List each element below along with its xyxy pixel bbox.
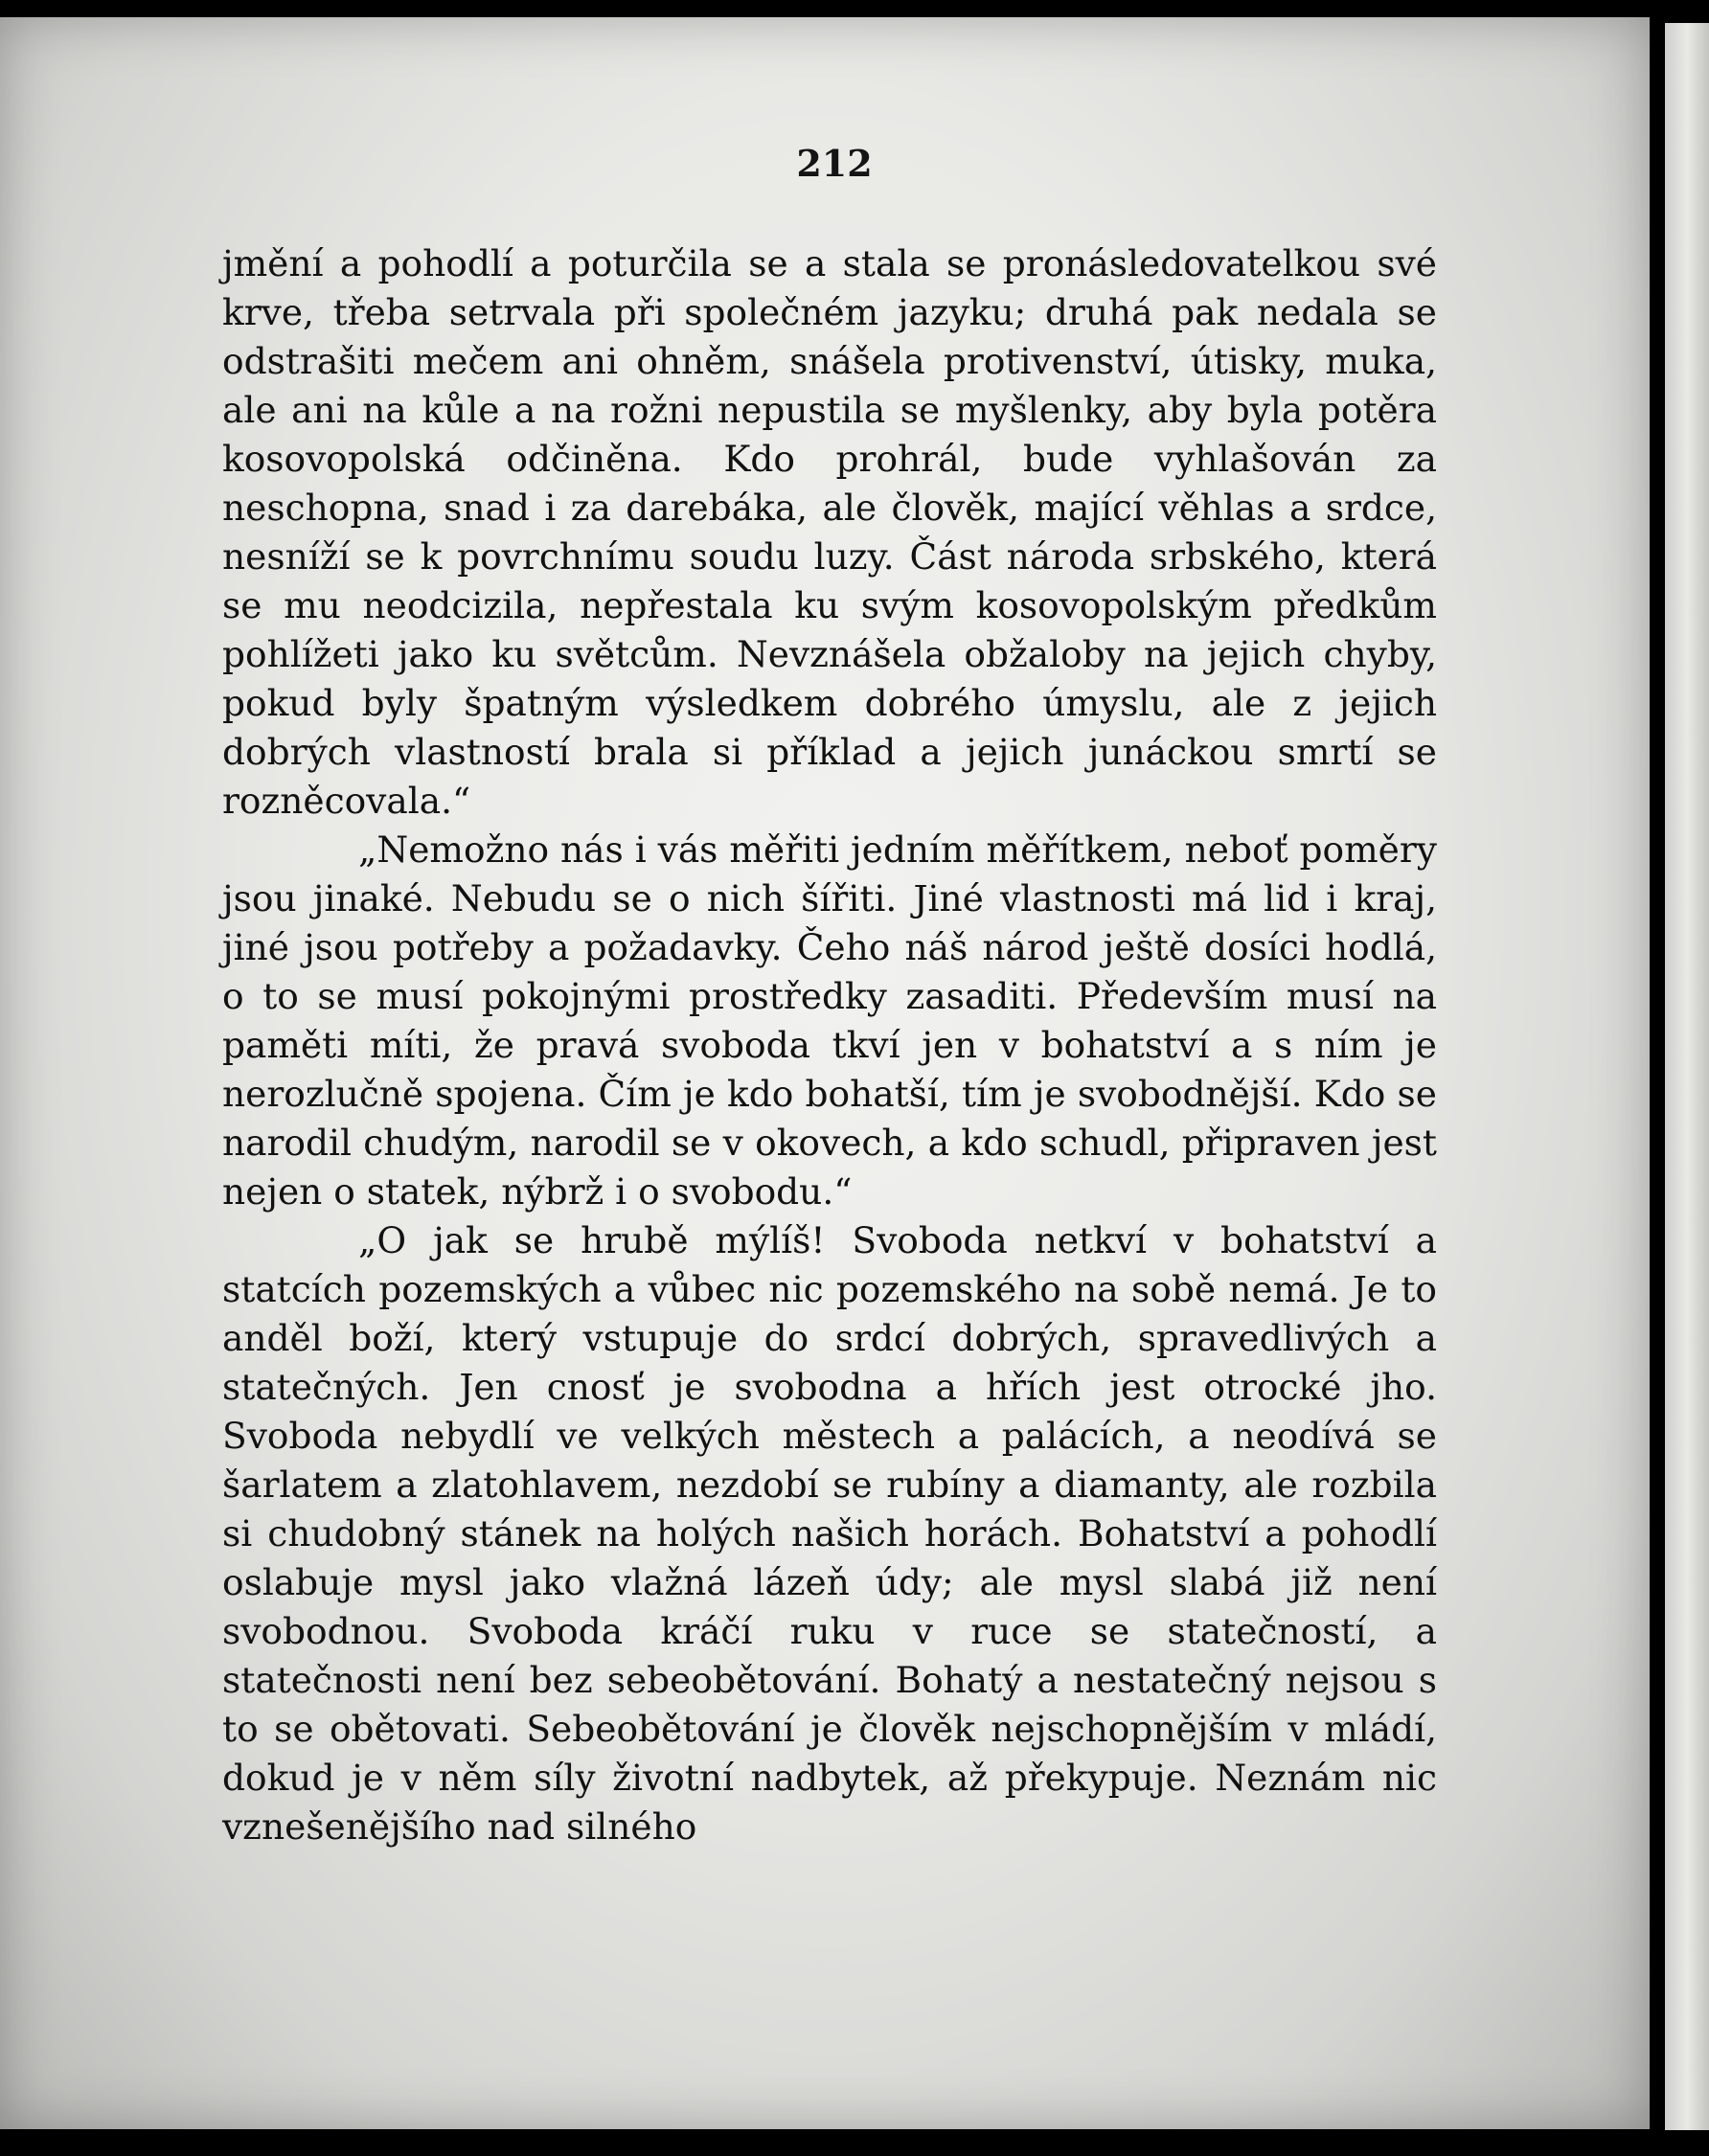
book-page <box>0 17 1650 2129</box>
body-text <box>222 239 1437 1851</box>
page-number: 212 <box>796 142 873 185</box>
next-page-edge <box>1665 23 1709 2130</box>
paragraph-3: „O jak se hrubě mýlíš! Svoboda netkví v bohatství a statcích pozemských a vůbec nic pozemského na sobě nemá. Je to anděl boží, který vstupuje do srdcí dobrých, spravedlivých a statečných. Jen cnosť je svobodna a hřích jest otrocké jho. Svoboda nebydlí ve velkých městech a palácích, a neodívá se šarlatem a zlatohlavem, nezdobí se rubíny a diamanty, ale rozbila si chudobný stánek na holých našich horách. Bohatství a pohodlí oslabuje mysl jako vlažná lázeň údy; ale mysl slabá již není svobodnou. Svoboda kráčí ruku v ruce se statečností, a statečnosti není bez sebeobětování. Bohatý a nestatečný nejsou s to se obětovati. Sebeobětování je člověk nejschopnějším v mládí, dokud je v něm síly životní nadbytek, až překypuje. Neznám nic vznešenějšího nad silného <box>222 1219 1437 1848</box>
paragraph-1: jmění a pohodlí a poturčila se a stala se pronásledovatelkou své krve, třeba setrvala při společném jazyku; druhá pak nedala se odstrašiti mečem ani ohněm, snášela protivenství, útisky, muka, ale ani na kůle a na rožni nepustila se myšlenky, aby byla potěra kosovopolská odčiněna. Kdo prohrál, bude vyhlašován za neschopna, snad i za darebáka, ale člověk, mající věhlas a srdce, nesníží se k povrchnímu soudu luzy. Část národa srbského, která se mu neodcizila, nepřestala ku svým kosovopolským předkům pohlížeti jako ku světcům. Nevznášela obžaloby na jejich chyby, pokud byly špatným výsledkem dobrého úmyslu, ale z jejich dobrých vlastností brala si příklad a jejich junáckou smrtí se rozněcovala.“ <box>222 242 1437 822</box>
paragraph-2: „Nemožno nás i vás měřiti jedním měřítkem, neboť poměry jsou jinaké. Nebudu se o nich šířiti. Jiné vlastnosti má lid i kraj, jiné jsou potřeby a požadavky. Čeho náš národ ještě dosíci hodlá, o to se musí pokojnými prostředky zasaditi. Především musí na paměti míti, že pravá svoboda tkví jen v bohatství a s ním je nerozlučně spojena. Čím je kdo bohatší, tím je svobodnější. Kdo se narodil chudým, narodil se v okovech, a kdo schudl, připraven jest nejen o statek, nýbrž i o svobodu.“ <box>222 828 1437 1213</box>
